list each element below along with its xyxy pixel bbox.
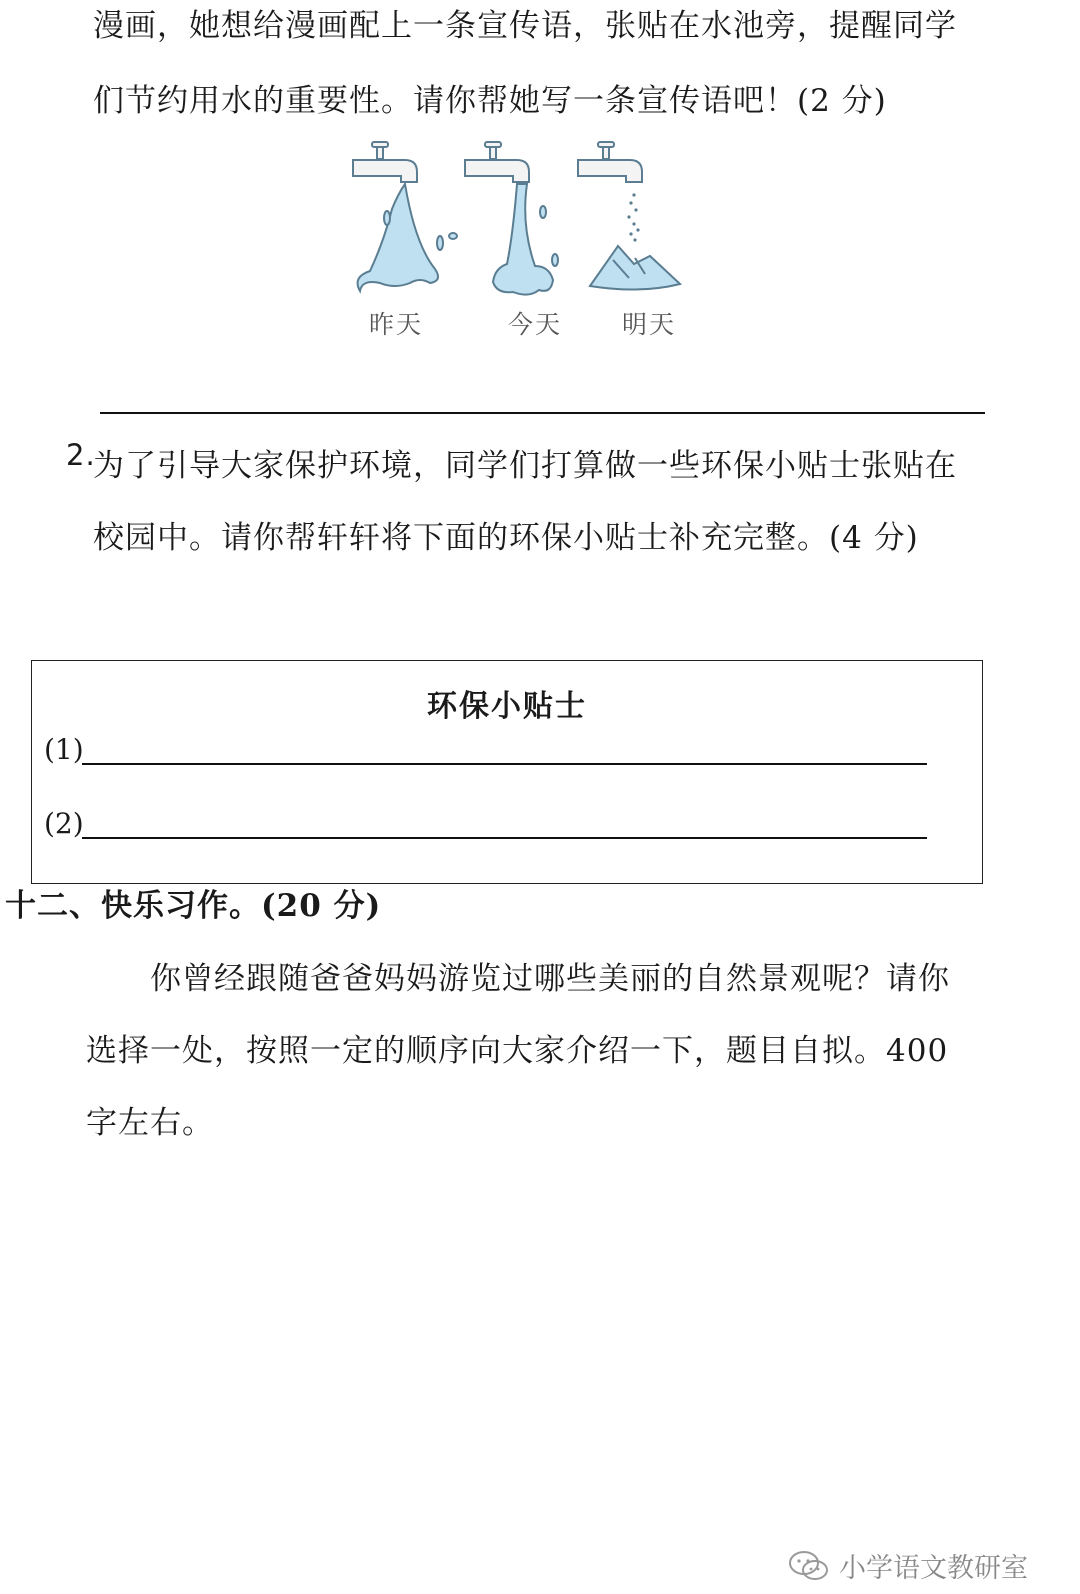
caption-today: 今天 <box>508 310 563 339</box>
caption-tomorrow: 明天 <box>622 310 677 339</box>
q2-number: 2. <box>66 438 96 472</box>
tip-2-label: (2) <box>44 807 84 840</box>
section-12-line-1: 你曾经跟随爸爸妈妈游览过哪些美丽的自然景观呢？请你 <box>150 961 950 997</box>
water-drops <box>627 193 639 241</box>
eco-tips-title: 环保小贴士 <box>427 689 587 724</box>
tip-1-answer-line[interactable] <box>82 763 927 765</box>
tip-1-label: (1) <box>44 733 84 766</box>
eco-tips-box <box>31 660 983 884</box>
section-12-line-3: 字左右。 <box>86 1105 214 1141</box>
watermark-text: 小学语文教研室 <box>839 1553 1028 1584</box>
section-12-heading: 十二、快乐习作。(20 分) <box>5 888 382 924</box>
watermark <box>787 1546 1028 1585</box>
wechat-icon <box>787 1550 831 1582</box>
q2-text-line-2: 校园中。请你帮轩轩将下面的环保小贴士补充完整。(4 分) <box>93 520 919 556</box>
caption-yesterday: 昨天 <box>369 310 424 339</box>
faucet-illustration <box>345 140 710 315</box>
q1-answer-line[interactable] <box>100 412 985 414</box>
q2-text-line-1: 为了引导大家保护环境，同学们打算做一些环保小贴士张贴在 <box>93 448 957 484</box>
tip-2-answer-line[interactable] <box>82 837 927 839</box>
q1-text-line-2: 们节约用水的重要性。请你帮她写一条宣传语吧！(2 分) <box>93 83 887 119</box>
faucet-today <box>465 142 558 295</box>
q1-text-line-1: 漫画，她想给漫画配上一条宣传语，张贴在水池旁，提醒同学 <box>93 8 957 44</box>
faucet-yesterday <box>353 142 457 291</box>
section-12-line-2: 选择一处，按照一定的顺序向大家介绍一下，题目自拟。400 <box>86 1033 949 1069</box>
